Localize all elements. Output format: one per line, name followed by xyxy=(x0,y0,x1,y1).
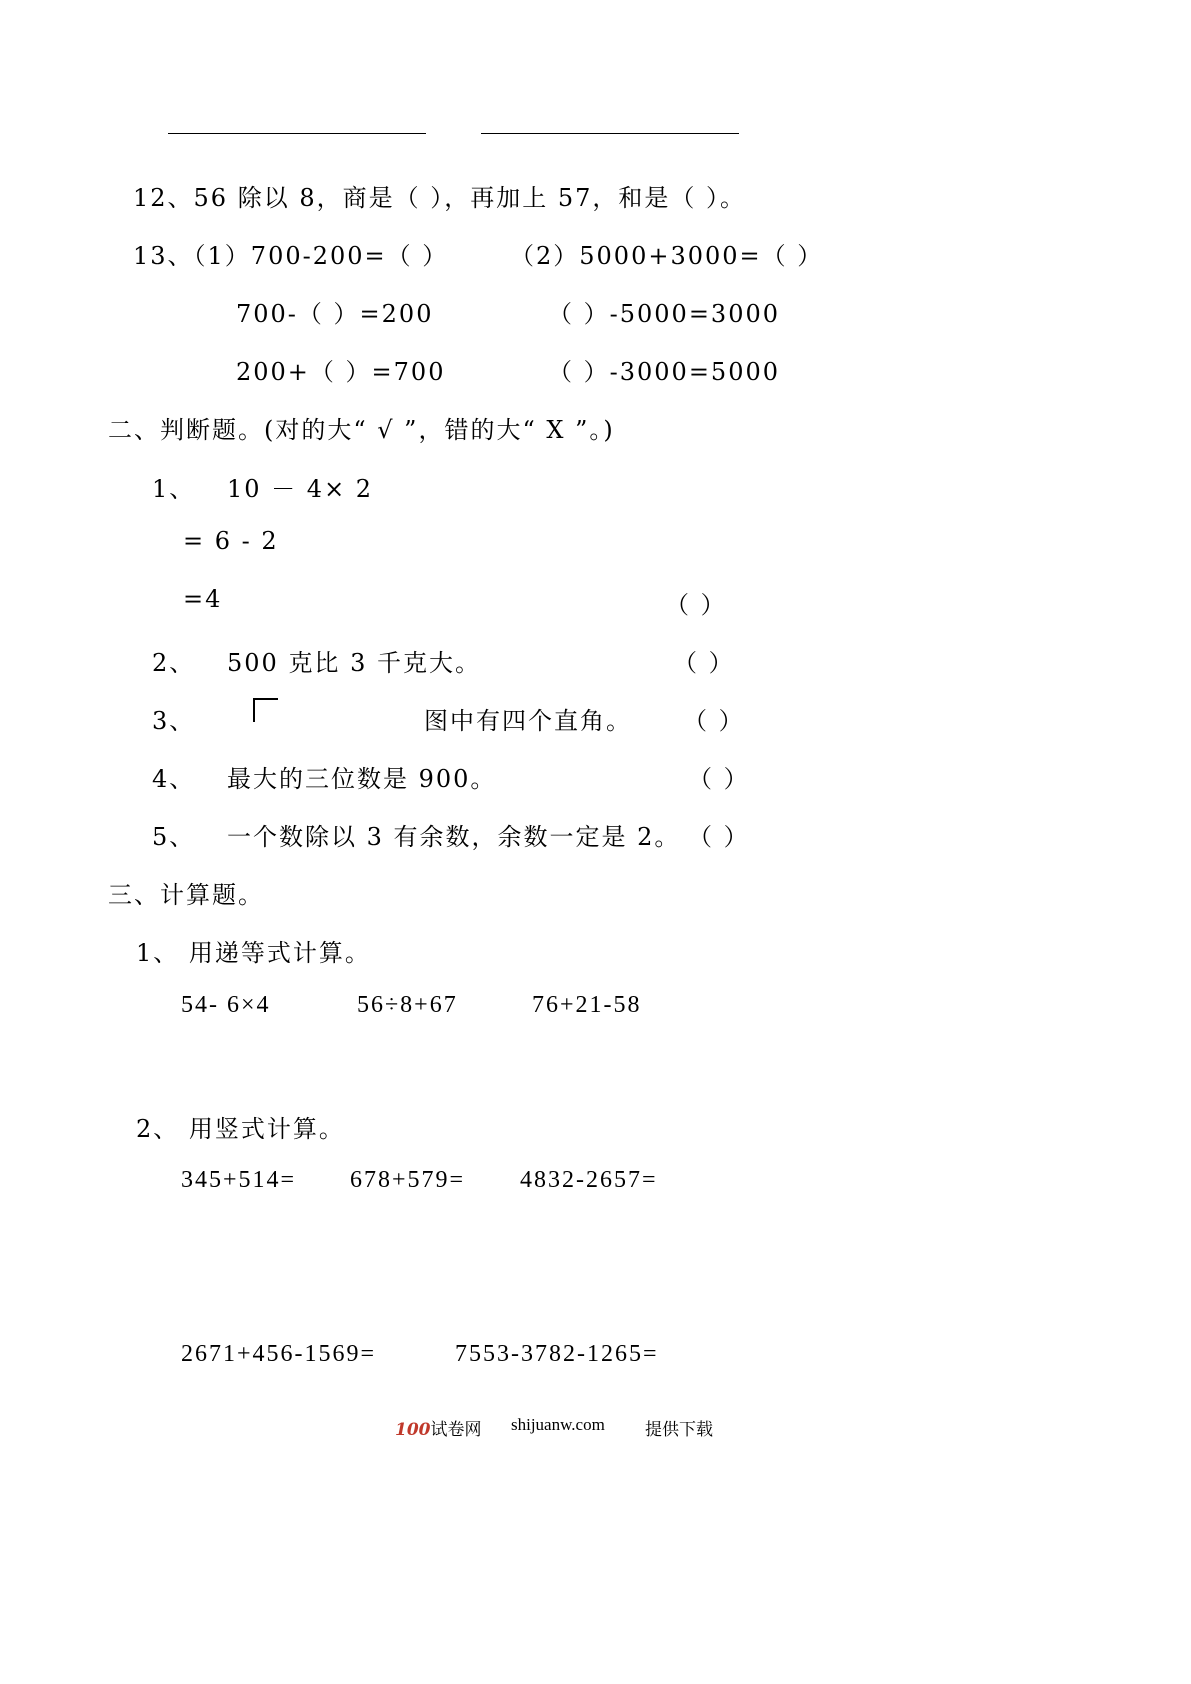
logo-100-mark: 100 xyxy=(395,1420,431,1440)
question-13-row1-right: （2）5000+3000=（ ） xyxy=(510,242,824,270)
calc-sub1-expr-3: 76+21-58 xyxy=(532,992,642,1018)
calc-sub2-title: 2、 用竖式计算。 xyxy=(136,1115,345,1143)
calc-sub1-title: 1、 用递等式计算。 xyxy=(136,939,371,967)
judge-item-5-num: 5、 xyxy=(152,823,196,851)
judge-item-5-text: 一个数除以 3 有余数，余数一定是 2。 xyxy=(227,823,681,851)
question-13-row1-left: 13、（1）700-200=（ ） xyxy=(133,242,449,270)
calc-sub2-expr-1: 345+514= xyxy=(181,1167,297,1193)
logo-text: 试卷网 xyxy=(430,1420,482,1440)
answer-line-left xyxy=(168,133,426,134)
judge-item-3-answer-paren[interactable]: （ ） xyxy=(683,707,745,735)
answer-line-right xyxy=(481,133,739,134)
question-13-row2-right: （ ）-5000=3000 xyxy=(548,300,781,328)
calc-sub2-expr-5: 7553-3782-1265= xyxy=(455,1341,659,1367)
judge-item-3-text: 图中有四个直角。 xyxy=(424,707,632,735)
question-13-row3-left: 200+（ ）=700 xyxy=(236,358,446,386)
footer-site[interactable]: shijuanw.com xyxy=(511,1415,605,1434)
question-13-row2-left: 700-（ ）=200 xyxy=(236,300,434,328)
section-2-heading: 二、判断题。(对的大“ √ ”，错的大“ X ”。) xyxy=(108,416,615,444)
judge-item-1-num: 1、 xyxy=(152,475,196,503)
calc-sub1-expr-1: 54- 6×4 xyxy=(181,992,271,1018)
judge-item-3-num: 3、 xyxy=(152,707,196,735)
judge-item-1-step-1: = 6 - 2 xyxy=(183,527,279,555)
judge-item-5-answer-paren[interactable]: （ ） xyxy=(688,823,750,851)
judge-item-1-answer-paren[interactable]: （ ） xyxy=(665,591,727,619)
question-13-row3-right: （ ）-3000=5000 xyxy=(548,358,781,386)
judge-item-4-answer-paren[interactable]: （ ） xyxy=(688,765,750,793)
judge-item-1-step-2: =4 xyxy=(183,585,223,613)
judge-item-2-text: 500 克比 3 千克大。 xyxy=(227,649,481,677)
section-3-heading: 三、计算题。 xyxy=(108,881,264,909)
judge-item-2-num: 2、 xyxy=(152,649,196,677)
judge-item-4-num: 4、 xyxy=(152,765,196,793)
judge-item-1-text: 10 － 4× 2 xyxy=(227,475,374,503)
calc-sub2-expr-2: 678+579= xyxy=(350,1167,466,1193)
footer-note: 提供下载 xyxy=(645,1420,713,1440)
calc-sub2-expr-3: 4832-2657= xyxy=(520,1167,658,1193)
calc-sub1-expr-2: 56÷8+67 xyxy=(357,992,458,1018)
judge-item-2-answer-paren[interactable]: （ ） xyxy=(673,649,735,677)
question-12: 12、56 除以 8，商是（ ），再加上 57，和是（ ）。 xyxy=(133,184,747,212)
judge-item-4-text: 最大的三位数是 900。 xyxy=(227,765,497,793)
calc-sub2-expr-4: 2671+456-1569= xyxy=(181,1341,377,1367)
right-angle-figure xyxy=(253,698,278,722)
footer-logo xyxy=(395,1415,482,1440)
